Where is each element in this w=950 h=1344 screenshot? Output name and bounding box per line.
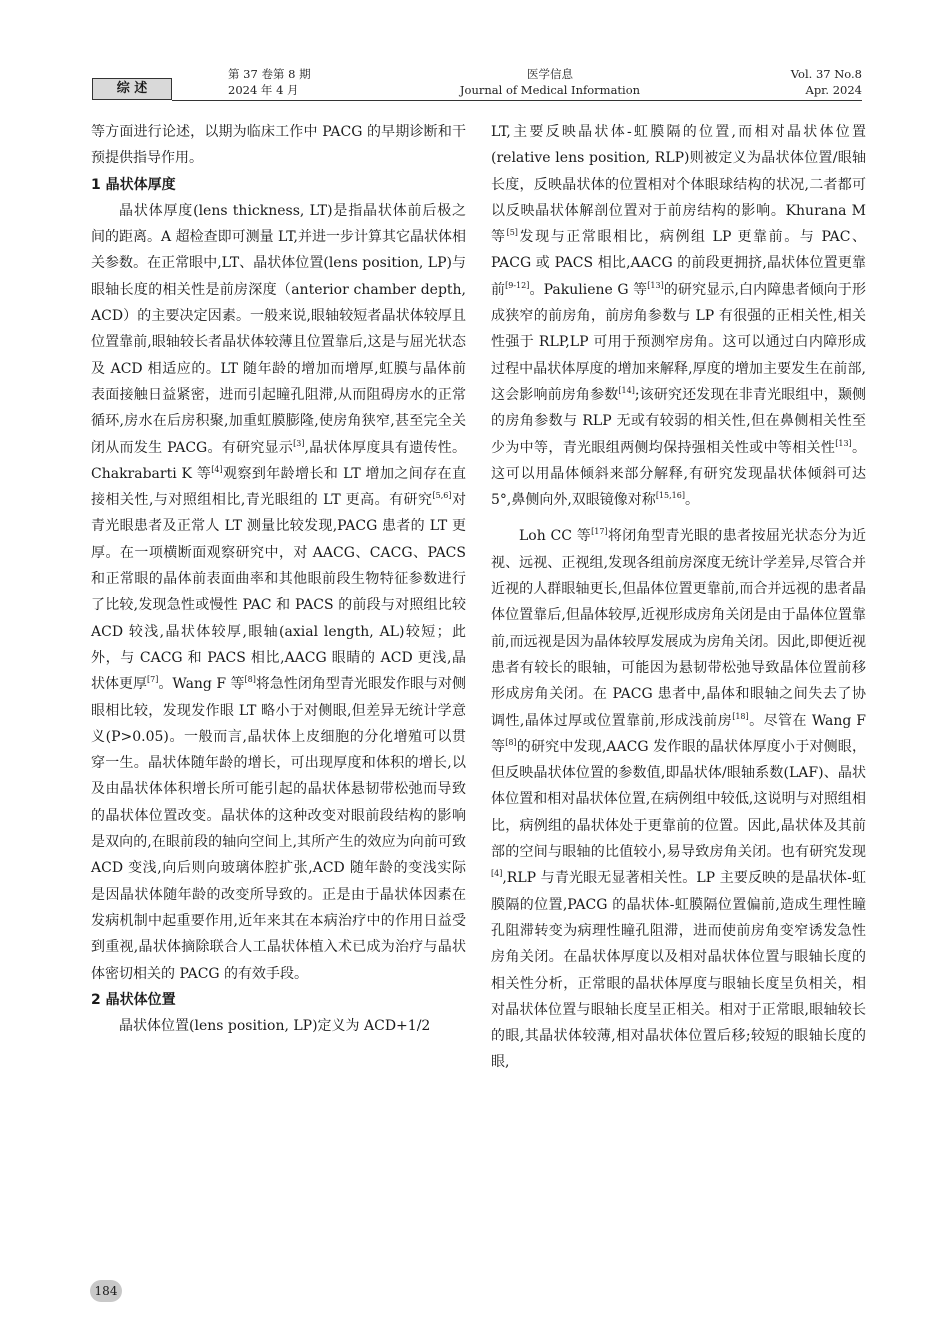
date-en: Apr. 2024	[805, 83, 862, 97]
citation: [4]	[211, 464, 223, 474]
volume-cn: 第 37 卷第 8 期	[228, 67, 311, 81]
citation: [17]	[591, 527, 608, 537]
text-run: 。尽管在 Wang F 等	[491, 712, 866, 755]
text-run: 将闭角型青光眼的患者按屈光状态分为近视、远视、正视组,发现各组前房深度无统计学差异,尽管合并近视的人群眼轴更长,但晶体位置更靠前,而合并远视的患者晶体位置靠后,但晶体较厚,近视形成房角关闭是由于晶体位置靠前,而远视是因为晶体较厚发展成为房角关闭。因此,即便近视患者有较长的眼轴，可能因为悬韧带松弛导致晶体位置前移形成房角关闭。在 PACG 患者中,晶体和眼轴之间失去了协调性,晶体过厚或位置靠前,形成浅前房	[491, 528, 866, 729]
text-run: 的研究中发现,AACG 发作眼的晶状体厚度小于对侧眼，但反映晶状体位置的参数值,即晶状体/眼轴系数(LAF)、晶状体位置和相对晶状体位置,在病例组中较低,这说明与对照组相比，病例组的晶状体处于更靠前的位置。因此,晶状体及其前部的空间与眼轴的比值较小,易导致房角关闭。也有研究发现	[491, 738, 867, 861]
citation: [9-12]	[505, 280, 530, 290]
text-run: LT,主要反映晶状体-虹膜隔的位置,而相对晶状体位置(relative lens position, RLP)则被定义为晶状体位置/眼轴长度，反映晶状体的位置相对个体眼球结构的状况,二者都可以反映晶状体解剖位置对于前房结构的影响。Khurana M 等	[491, 124, 866, 246]
text-run: 发现与正常眼相比，病例组 LP 更靠前。与 PAC、PACG 或 PACS 相比,AACG 的前段更拥挤,晶状体位置更靠前	[491, 229, 866, 298]
citation: [5]	[506, 228, 518, 238]
issue-info-en	[791, 66, 862, 98]
body-paragraph	[91, 198, 466, 987]
journal-name-en: Journal of Medical Information	[459, 83, 641, 97]
citation: [18]	[732, 711, 749, 721]
section-heading-lens-position: 2 晶状体位置	[91, 991, 176, 1008]
text-run: 将急性闭角型青光眼发作眼与对侧眼相比较，发现发作眼 LT 略小于对侧眼,但差异无统计学意义(P>0.05)。一般而言,晶状体上皮细胞的分化增殖可以贯穿一生。晶状体随年龄的增长，可出现厚度和体积的增长,以及由晶状体体积增长所可能引起的晶状体悬韧带松弛而导致的晶状体位置改变。晶状体的这种改变对眼前段结构的影响是双向的,在眼前段的轴向空间上,其所产生的效应为向前可致 ACD 变浅,向后则向玻璃体腔扩张,ACD 随年龄的变浅实际是因晶状体随年龄的改变所导致的。正是由于晶状体因素在发病机制中起重要作用,近年来其在本病治疗中的作用日益受到重视,晶状体摘除联合人工晶状体植入术已成为治疗与晶状体密切相关的 PACG 的有效手段。	[91, 676, 466, 982]
text-run: ,RLP 与青光眼无显著相关性。LP 主要反映的是晶状体-虹膜隔的位置,PACG 的晶状体-虹膜隔位置偏前,造成生理性瞳孔阻滞转变为病理性瞳孔阻滞，进而使前房角变窄诱发急性房角关闭。在晶状体厚度以及相对晶状体位置与眼轴长度的相关性分析，正常眼的晶状体厚度与眼轴长度呈负相关，相对晶状体位置与眼轴长度呈正相关。相对于正常眼,眼轴较长的眼,其晶状体较薄,相对晶状体位置后移;较短的眼轴长度的眼,	[491, 870, 866, 1071]
issue-info-cn	[228, 66, 311, 98]
text-run: 观察到年龄增长和 LT 增加之间存在直接相关性,与对照组相比,青光眼组的 LT 更高。有研究	[91, 465, 466, 509]
text-run: 。	[684, 492, 699, 509]
citation: [3]	[293, 438, 305, 448]
right-column	[491, 119, 866, 1076]
citation: [15,16]	[655, 491, 685, 501]
body-paragraph	[491, 523, 866, 1075]
citation: [5,6]	[432, 491, 452, 501]
section-tag: 综 述	[92, 78, 172, 100]
text-run: 。Wang F 等	[158, 676, 245, 693]
citation: [13]	[835, 438, 852, 448]
text-run: ,晶状体厚度具有遗传性。Chakrabarti K 等	[91, 439, 466, 482]
citation: [8]	[505, 737, 517, 747]
body-paragraph: 晶状体位置(lens position, LP)定义为 ACD+1/2	[119, 1018, 431, 1035]
citation: [13]	[647, 280, 664, 290]
section-heading-lens-thickness: 1 晶状体厚度	[91, 176, 176, 193]
text-run: 对青光眼患者及正常人 LT 测量比较发现,PACG 患者的 LT 更厚。在一项横断面观察研究中，对 AACG、CACG、PACS 和正常眼的晶体前表面曲率和其他眼前段生物特征参数进行了比较,发现急性或慢性 PAC 和 PACS 的前段与对照组比较 ACD 较浅,晶状体较厚,眼轴(axial length, AL)较短；此外，与 CACG 和 PACS 相比,AACG 眼睛的 ACD 更浅,晶状体更厚	[91, 492, 467, 693]
text-run: ;该研究还发现在非青光眼组中，颞侧的房角参数与 RLP 无或有较弱的相关性,但在鼻侧相关性至少为中等，青光眼组两侧均保持强相关性或中等相关性	[491, 386, 866, 456]
text-run: 。Pakuliene G 等	[529, 281, 648, 298]
text-run: 晶状体厚度(lens thickness, LT)是指晶状体前后极之间的距离。A 超检查即可测量 LT,并进一步计算其它晶状体相关参数。在正常眼中,LT、晶状体位置(lens position, LP)与眼轴长度的相关性是前房深度（anterior chamber depth, ACD）的主要决定因素。一般来说,眼轴较短者晶状体较厚且位置靠前,眼轴较长者晶状体较薄且位置靠后,这是与屈光状态及 ACD 相适应的。LT 随年龄的增加而增厚,虹膜与晶体前表面接触日益紧密，进而引起瞳孔阻滞,从而阻碍房水的正常循环,房水在后房积聚,加重虹膜膨隆,使房角狭窄,甚至完全关闭从而发生 PACG。有研究显示	[91, 202, 466, 456]
date-cn: 2024 年 4 月	[228, 83, 299, 97]
journal-title	[440, 66, 660, 98]
journal-name-cn: 医学信息	[527, 67, 573, 81]
header-rule	[172, 100, 862, 101]
text-run: 。这可以用晶体倾斜来部分解释,有研究发现晶状体倾斜可达 5°,鼻侧向外,双眼镜像对称	[491, 439, 866, 509]
page-header	[0, 0, 950, 110]
citation: [4]	[491, 869, 503, 879]
body-paragraph	[491, 119, 866, 513]
intro-paragraph: 等方面进行论述，以期为临床工作中 PACG 的早期诊断和干预提供指导作用。	[91, 124, 466, 167]
volume-en: Vol. 37 No.8	[790, 67, 862, 81]
citation: [7]	[147, 675, 159, 685]
page-number: 184	[90, 1280, 122, 1302]
left-column	[91, 119, 466, 1039]
text-run: 的研究显示,白内障患者倾向于形成狭窄的前房角，前房角参数与 LP 有很强的正相关性,相关性强于 RLP,LP 可用于预测窄房角。这可以通过白内障形成过程中晶状体厚度的增加来解释,厚度的增加主要发生在前部,这会影响前房角参数	[491, 281, 867, 403]
citation: [8]	[244, 675, 256, 685]
text-run: Loh CC 等	[519, 528, 592, 545]
citation: [14]	[618, 385, 635, 395]
